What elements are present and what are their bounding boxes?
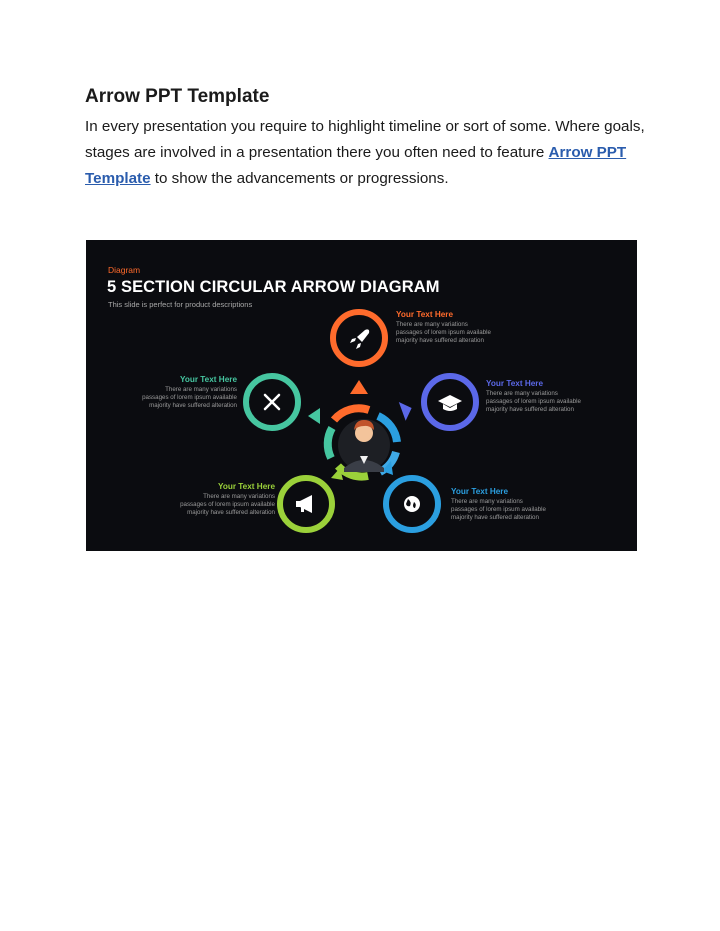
intro-paragraph xyxy=(85,114,645,192)
item-title: Your Text Here xyxy=(486,379,544,388)
item-tools xyxy=(137,375,237,411)
slide-heading: 5 SECTION CIRCULAR ARROW DIAGRAM xyxy=(107,278,440,296)
tools-ring xyxy=(246,376,298,428)
arrow-up xyxy=(350,380,368,394)
person-avatar xyxy=(338,419,390,472)
item-title: Your Text Here xyxy=(396,310,454,319)
item-rocket xyxy=(396,310,496,346)
globe-ring xyxy=(386,478,438,530)
megaphone-ring xyxy=(280,478,332,530)
item-desc: There are many variations passages of lorem ipsum available majority have suffered alteration xyxy=(396,321,491,345)
item-title: Your Text Here xyxy=(217,482,275,491)
graduation-ring xyxy=(424,376,476,428)
slide-image xyxy=(86,240,637,551)
item-desc: There are many variations passages of lorem ipsum available majority have suffered alteration xyxy=(486,390,581,414)
item-desc: There are many variations passages of lorem ipsum available majority have suffered alteration xyxy=(451,498,546,522)
item-desc: There are many variations passages of lorem ipsum available majority have suffered alteration xyxy=(180,493,275,517)
slide-subheading: This slide is perfect for product descriptions xyxy=(108,300,253,309)
globe-icon xyxy=(404,496,420,512)
page-title: Arrow PPT Template xyxy=(85,86,270,107)
slide-tag: Diagram xyxy=(108,265,141,275)
item-globe xyxy=(451,487,551,523)
arrow-left xyxy=(308,408,320,424)
rocket-ring xyxy=(333,312,385,364)
arrow-right xyxy=(399,399,415,421)
paragraph-text-start: In every presentation you require to highlight timeline or sort of some. Where goals, stages are involved in a presentation there you often need to feature xyxy=(85,118,645,161)
paragraph-text-end: to show the advancements or progressions. xyxy=(150,170,449,187)
arrow-ppt-template-link[interactable]: Arrow PPT Template xyxy=(85,144,627,187)
item-desc: There are many variations passages of lorem ipsum available majority have suffered alteration xyxy=(142,386,237,410)
item-graduation xyxy=(486,379,586,415)
item-megaphone xyxy=(175,482,275,518)
item-title: Your Text Here xyxy=(179,375,237,384)
item-title: Your Text Here xyxy=(451,487,509,496)
